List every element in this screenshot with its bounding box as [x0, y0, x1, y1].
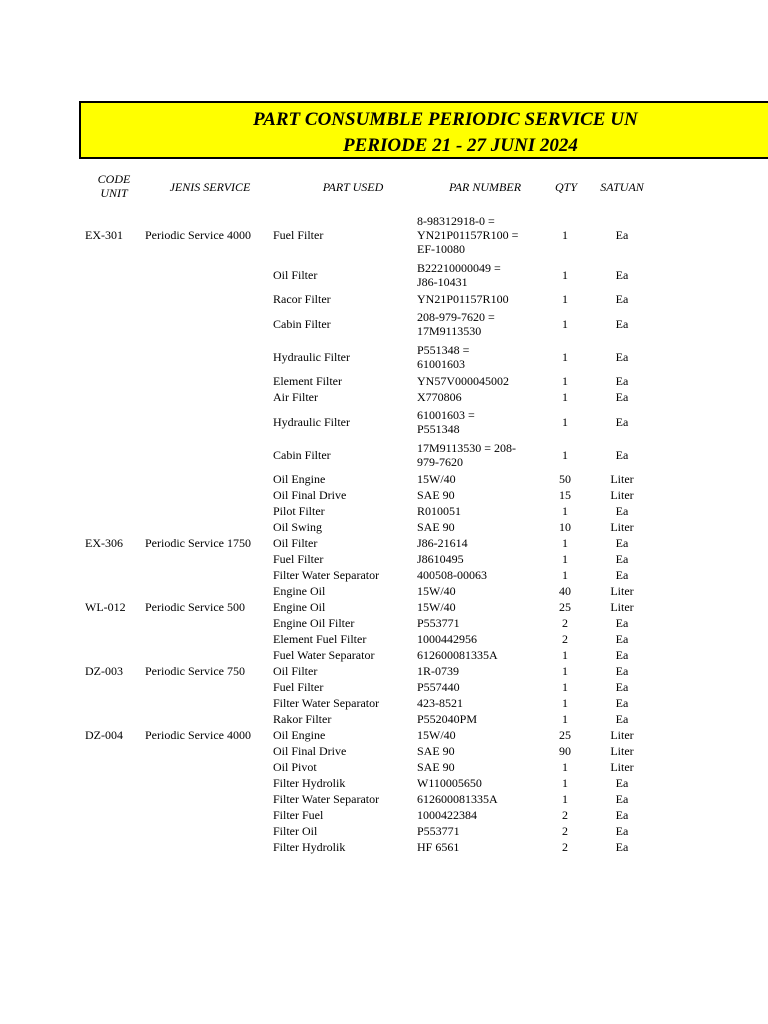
header-part-number: PAR NUMBER [448, 180, 522, 194]
part-number-line: YN21P01157R100 = [417, 228, 519, 242]
cell-qty: 1 [562, 680, 568, 694]
cell-code-unit [85, 291, 145, 307]
header-qty: QTY [554, 180, 577, 194]
cell-part-number [417, 291, 543, 307]
table-row [85, 663, 657, 679]
cell-part-used: Cabin Filter [273, 316, 331, 331]
cell-part-used: Filter Fuel [273, 808, 324, 822]
cell-jenis-service [145, 340, 273, 373]
cell-part-number [417, 599, 543, 615]
header-code-line-2: UNIT [100, 186, 128, 200]
cell-code-unit [85, 389, 145, 405]
part-number-line: P552040PM [417, 712, 478, 726]
cell-qty: 1 [562, 414, 568, 429]
table-row [85, 373, 657, 389]
title-line-2: PERIODE 21 - 27 JUNI 2024 [343, 135, 578, 156]
cell-code-unit [85, 551, 145, 567]
cell-part-used: Oil Final Drive [273, 488, 347, 502]
part-number-line: P553771 [417, 824, 460, 838]
table-row [85, 791, 657, 807]
part-number-line: 208-979-7620 = [417, 309, 495, 324]
cell-jenis-service [145, 258, 273, 291]
header-jenis-service: JENIS SERVICE [169, 180, 251, 194]
cell-part-used: Element Filter [273, 374, 342, 388]
cell-jenis-service [145, 389, 273, 405]
table-row [85, 471, 657, 487]
cell-satuan: Ea [615, 390, 629, 404]
table-row [85, 599, 657, 615]
cell-part-used: Engine Oil Filter [273, 616, 355, 630]
cell-jenis-service [145, 471, 273, 487]
table-row [85, 839, 657, 855]
cell-part-used: Filter Hydrolik [273, 840, 346, 854]
cell-satuan: Liter [610, 744, 634, 758]
table-row [85, 583, 657, 599]
part-number-line: J8610495 [417, 552, 464, 566]
cell-part-used: Oil Filter [273, 664, 318, 678]
cell-qty: 1 [562, 568, 568, 582]
cell-part-number [417, 679, 543, 695]
cell-satuan: Ea [615, 840, 629, 854]
part-number-line: EF-10080 [417, 242, 465, 256]
cell-part-number [417, 212, 543, 258]
part-number-line: YN21P01157R100 [417, 292, 509, 306]
table-row [85, 551, 657, 567]
table-row [85, 519, 657, 535]
cell-satuan: Ea [615, 680, 629, 694]
cell-part-used: Pilot Filter [273, 504, 325, 518]
table-row [85, 615, 657, 631]
part-number-line: P551348 [417, 421, 460, 436]
cell-jenis-service [145, 291, 273, 307]
cell-jenis-service: Periodic Service 750 [145, 664, 245, 678]
cell-part-number [417, 743, 543, 759]
cell-code-unit: DZ-003 [85, 664, 123, 678]
cell-qty: 15 [559, 488, 571, 502]
cell-jenis-service [145, 405, 273, 438]
parts-table-body [85, 212, 657, 855]
table-row [85, 807, 657, 823]
table-row [85, 535, 657, 551]
part-number-line: 979-7620 [417, 454, 463, 469]
cell-jenis-service [145, 823, 273, 839]
cell-code-unit [85, 615, 145, 631]
cell-part-used: Filter Hydrolik [273, 776, 346, 790]
cell-code-unit [85, 307, 145, 340]
cell-part-number [417, 631, 543, 647]
part-number-line: P557440 [417, 680, 460, 694]
cell-jenis-service: Periodic Service 4000 [145, 728, 251, 742]
cell-code-unit [85, 405, 145, 438]
cell-qty: 1 [562, 776, 568, 790]
cell-jenis-service [145, 615, 273, 631]
table-row [85, 503, 657, 519]
cell-satuan: Ea [615, 349, 629, 364]
part-number-line: YN57V000045002 [417, 374, 509, 388]
cell-qty: 1 [562, 696, 568, 710]
table-row [85, 405, 657, 438]
cell-part-number [417, 823, 543, 839]
cell-satuan: Liter [610, 472, 634, 486]
cell-satuan: Liter [610, 600, 634, 614]
cell-part-number [417, 535, 543, 551]
cell-code-unit [85, 807, 145, 823]
cell-jenis-service [145, 631, 273, 647]
part-number-line: X770806 [417, 390, 462, 404]
cell-qty: 25 [559, 600, 571, 614]
cell-part-used: Oil Filter [273, 267, 318, 282]
table-row [85, 340, 657, 373]
cell-code-unit [85, 823, 145, 839]
table-row [85, 631, 657, 647]
table-row [85, 775, 657, 791]
cell-qty: 1 [562, 536, 568, 550]
cell-code-unit [85, 631, 145, 647]
cell-part-number [417, 807, 543, 823]
cell-part-number [417, 759, 543, 775]
cell-jenis-service [145, 307, 273, 340]
cell-part-number [417, 519, 543, 535]
cell-satuan: Ea [615, 504, 629, 518]
cell-code-unit [85, 791, 145, 807]
cell-code-unit [85, 519, 145, 535]
cell-qty: 1 [562, 552, 568, 566]
cell-code-unit [85, 503, 145, 519]
cell-qty: 2 [562, 616, 568, 630]
cell-part-number [417, 663, 543, 679]
cell-qty: 1 [562, 267, 568, 282]
table-row [85, 727, 657, 743]
cell-part-used: Oil Engine [273, 472, 326, 486]
cell-code-unit [85, 743, 145, 759]
part-number-line: 1000442956 [417, 632, 477, 646]
cell-satuan: Ea [615, 414, 629, 429]
cell-part-used: Oil Pivot [273, 760, 317, 774]
cell-qty: 2 [562, 632, 568, 646]
part-number-line: SAE 90 [417, 760, 455, 774]
cell-part-used: Element Fuel Filter [273, 632, 367, 646]
cell-satuan: Ea [615, 664, 629, 678]
cell-qty: 1 [562, 664, 568, 678]
cell-part-number [417, 471, 543, 487]
cell-jenis-service [145, 438, 273, 471]
part-number-line: P553771 [417, 616, 460, 630]
cell-code-unit [85, 647, 145, 663]
part-number-line: SAE 90 [417, 744, 455, 758]
cell-satuan: Liter [610, 584, 634, 598]
part-number-line: B22210000049 = [417, 260, 501, 275]
cell-satuan: Ea [615, 776, 629, 790]
part-number-line: W110005650 [417, 776, 482, 790]
cell-qty: 1 [562, 792, 568, 806]
cell-satuan: Liter [610, 760, 634, 774]
part-number-line: 1R-0739 [417, 664, 459, 678]
table-row [85, 567, 657, 583]
part-number-line: 15W/40 [417, 600, 456, 614]
part-number-line: J86-10431 [417, 274, 468, 289]
cell-qty: 1 [562, 292, 568, 306]
cell-code-unit: EX-306 [85, 536, 123, 550]
cell-qty: 1 [562, 447, 568, 462]
part-number-line: 17M9113530 [417, 323, 482, 338]
cell-part-used: Engine Oil [273, 584, 326, 598]
cell-part-used: Oil Swing [273, 520, 323, 534]
cell-code-unit [85, 438, 145, 471]
cell-qty: 2 [562, 808, 568, 822]
cell-part-used: Hydraulic Filter [273, 349, 350, 364]
cell-code-unit [85, 759, 145, 775]
table-row [85, 212, 657, 258]
table-row [85, 307, 657, 340]
cell-part-number [417, 307, 543, 340]
cell-code-unit [85, 711, 145, 727]
cell-jenis-service [145, 695, 273, 711]
cell-jenis-service [145, 839, 273, 855]
cell-jenis-service [145, 759, 273, 775]
part-number-line: 8-98312918-0 = [417, 214, 495, 228]
part-number-line: 612600081335A [417, 792, 498, 806]
table-row [85, 438, 657, 471]
cell-jenis-service: Periodic Service 1750 [145, 536, 251, 550]
cell-code-unit [85, 567, 145, 583]
header-satuan: SATUAN [600, 180, 644, 194]
cell-qty: 40 [559, 584, 571, 598]
cell-part-number [417, 551, 543, 567]
cell-qty: 90 [559, 744, 571, 758]
cell-part-used: Filter Water Separator [273, 792, 380, 806]
cell-qty: 1 [562, 316, 568, 331]
cell-part-number [417, 727, 543, 743]
cell-qty: 1 [562, 760, 568, 774]
cell-part-number [417, 583, 543, 599]
part-number-line: R010051 [417, 504, 462, 518]
cell-qty: 1 [562, 374, 568, 388]
part-number-line: 400508-00063 [417, 568, 487, 582]
header-code-unit [92, 172, 136, 200]
cell-qty: 50 [559, 472, 571, 486]
cell-code-unit: DZ-004 [85, 728, 123, 742]
cell-part-used: Filter Water Separator [273, 696, 380, 710]
cell-qty: 1 [562, 349, 568, 364]
cell-satuan: Ea [615, 696, 629, 710]
cell-part-number [417, 438, 543, 471]
part-number-line: SAE 90 [417, 520, 455, 534]
cell-part-number [417, 615, 543, 631]
cell-part-used: Oil Final Drive [273, 744, 347, 758]
cell-part-number [417, 567, 543, 583]
cell-qty: 25 [559, 728, 571, 742]
cell-satuan: Ea [615, 648, 629, 662]
cell-code-unit [85, 583, 145, 599]
cell-code-unit [85, 695, 145, 711]
header-code-line-1: CODE [97, 172, 131, 186]
cell-code-unit [85, 373, 145, 389]
table-row [85, 695, 657, 711]
cell-code-unit [85, 258, 145, 291]
part-number-line: 17M9113530 = 208- [417, 440, 516, 455]
cell-jenis-service [145, 647, 273, 663]
part-number-line: J86-21614 [417, 536, 468, 550]
cell-part-used: Fuel Filter [273, 680, 324, 694]
cell-jenis-service [145, 487, 273, 503]
cell-jenis-service [145, 679, 273, 695]
part-number-line: 612600081335A [417, 648, 498, 662]
cell-satuan: Ea [615, 824, 629, 838]
cell-qty: 1 [562, 648, 568, 662]
part-number-line: HF 6561 [417, 840, 460, 854]
cell-part-used: Air Filter [273, 390, 318, 404]
cell-part-number [417, 340, 543, 373]
cell-part-number [417, 503, 543, 519]
cell-part-used: Engine Oil [273, 600, 326, 614]
cell-satuan: Ea [615, 228, 629, 242]
cell-code-unit [85, 340, 145, 373]
table-row [85, 487, 657, 503]
cell-part-used: Hydraulic Filter [273, 414, 350, 429]
cell-part-used: Fuel Water Separator [273, 648, 375, 662]
cell-jenis-service [145, 373, 273, 389]
cell-satuan: Ea [615, 292, 629, 306]
cell-code-unit [85, 839, 145, 855]
cell-jenis-service [145, 791, 273, 807]
cell-qty: 1 [562, 228, 568, 242]
cell-jenis-service [145, 583, 273, 599]
cell-satuan: Ea [615, 536, 629, 550]
cell-satuan: Liter [610, 728, 634, 742]
cell-part-used: Racor Filter [273, 292, 331, 306]
title-banner [79, 101, 768, 159]
cell-part-used: Oil Filter [273, 536, 318, 550]
table-row [85, 759, 657, 775]
part-number-line: P551348 = [417, 342, 470, 357]
cell-satuan: Liter [610, 488, 634, 502]
part-number-line: 423-8521 [417, 696, 463, 710]
cell-qty: 1 [562, 390, 568, 404]
cell-part-used: Fuel Filter [273, 228, 324, 242]
part-number-line: 15W/40 [417, 728, 456, 742]
cell-code-unit: EX-301 [85, 228, 123, 242]
cell-satuan: Ea [615, 552, 629, 566]
cell-qty: 2 [562, 840, 568, 854]
cell-jenis-service [145, 807, 273, 823]
title-line-1: PART CONSUMBLE PERIODIC SERVICE UN [253, 109, 638, 130]
cell-part-used: Filter Water Separator [273, 568, 380, 582]
cell-code-unit [85, 487, 145, 503]
cell-code-unit: WL-012 [85, 600, 126, 614]
cell-qty: 1 [562, 712, 568, 726]
cell-code-unit [85, 775, 145, 791]
cell-part-number [417, 487, 543, 503]
cell-satuan: Liter [610, 520, 634, 534]
cell-jenis-service [145, 503, 273, 519]
cell-part-used: Filter Oil [273, 824, 318, 838]
cell-qty: 2 [562, 824, 568, 838]
table-row [85, 679, 657, 695]
part-number-line: 61001603 [417, 356, 465, 371]
cell-part-number [417, 791, 543, 807]
cell-jenis-service [145, 519, 273, 535]
cell-jenis-service: Periodic Service 4000 [145, 228, 251, 242]
cell-jenis-service [145, 743, 273, 759]
cell-part-number [417, 258, 543, 291]
cell-part-used: Fuel Filter [273, 552, 324, 566]
part-number-line: 15W/40 [417, 472, 456, 486]
cell-part-number [417, 647, 543, 663]
cell-satuan: Ea [615, 792, 629, 806]
part-number-line: SAE 90 [417, 488, 455, 502]
cell-satuan: Ea [615, 447, 629, 462]
cell-jenis-service [145, 551, 273, 567]
cell-satuan: Ea [615, 616, 629, 630]
cell-satuan: Ea [615, 712, 629, 726]
cell-qty: 10 [559, 520, 571, 534]
table-row [85, 258, 657, 291]
part-number-line: 1000422384 [417, 808, 477, 822]
header-part-used: PART USED [322, 180, 384, 194]
cell-satuan: Ea [615, 374, 629, 388]
cell-part-number [417, 373, 543, 389]
cell-part-number [417, 389, 543, 405]
cell-part-number [417, 775, 543, 791]
cell-part-number [417, 839, 543, 855]
part-number-line: 61001603 = [417, 407, 475, 422]
cell-satuan: Ea [615, 808, 629, 822]
cell-part-number [417, 695, 543, 711]
cell-qty: 1 [562, 504, 568, 518]
table-row [85, 389, 657, 405]
cell-satuan: Ea [615, 267, 629, 282]
table-row [85, 647, 657, 663]
cell-part-used: Rakor Filter [273, 712, 332, 726]
cell-part-number [417, 405, 543, 438]
cell-code-unit [85, 679, 145, 695]
table-row [85, 711, 657, 727]
cell-part-number [417, 711, 543, 727]
table-row [85, 291, 657, 307]
table-row [85, 743, 657, 759]
cell-part-used: Oil Engine [273, 728, 326, 742]
cell-satuan: Ea [615, 316, 629, 331]
part-number-line: 15W/40 [417, 584, 456, 598]
cell-code-unit [85, 471, 145, 487]
cell-part-used: Cabin Filter [273, 447, 331, 462]
cell-jenis-service: Periodic Service 500 [145, 600, 245, 614]
cell-jenis-service [145, 711, 273, 727]
cell-satuan: Ea [615, 568, 629, 582]
cell-satuan: Ea [615, 632, 629, 646]
parts-table [85, 212, 657, 855]
cell-jenis-service [145, 567, 273, 583]
table-row [85, 823, 657, 839]
cell-jenis-service [145, 775, 273, 791]
